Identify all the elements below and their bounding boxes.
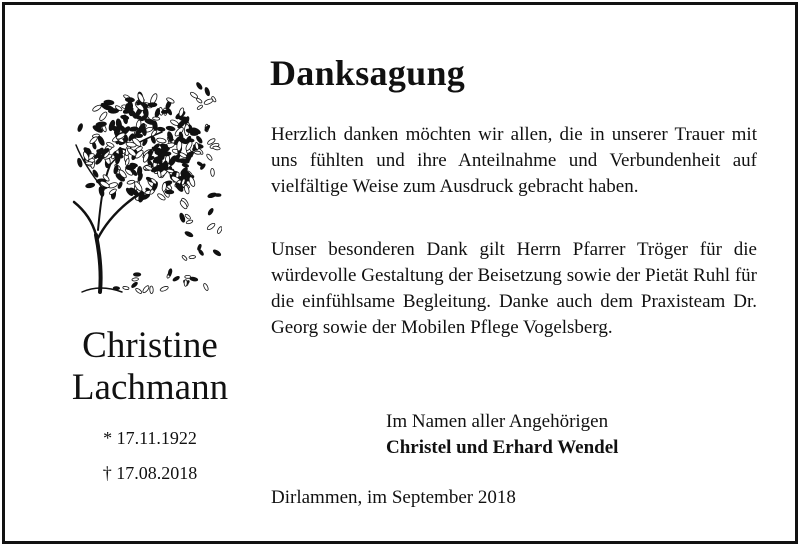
notice-title: Danksagung: [270, 53, 466, 93]
signature-names: Christel und Erhard Wendel: [386, 437, 619, 458]
birth-date: * 17.11.1922: [103, 428, 197, 448]
place-and-date: Dirlammen, im September 2018: [271, 487, 516, 508]
signature-intro: Im Namen aller Angehörigen: [386, 411, 609, 432]
windblown-tree-icon: [52, 70, 222, 300]
deceased-last-name: Lachmann: [71, 367, 229, 408]
thanks-paragraph-2: Unser besonderen Dank gilt Herrn Pfarrer Tröger für die würdevolle Gestaltung der Beisetzung sowie der Pietät Ruhl für die einfühlsame Begleitung. Danke auch dem Praxisteam Dr. Georg sowie der Mobilen Pflege Vogelsberg.: [271, 239, 757, 338]
deceased-first-name: Christine: [82, 325, 218, 366]
death-date: † 17.08.2018: [102, 463, 198, 483]
thanks-paragraph-1: Herzlich danken möchten wir allen, die in unserer Trauer mit uns fühlten und ihre Anteilnahme und Verbundenheit auf vielfältige Weise zum Ausdruck gebracht haben.: [271, 124, 757, 197]
